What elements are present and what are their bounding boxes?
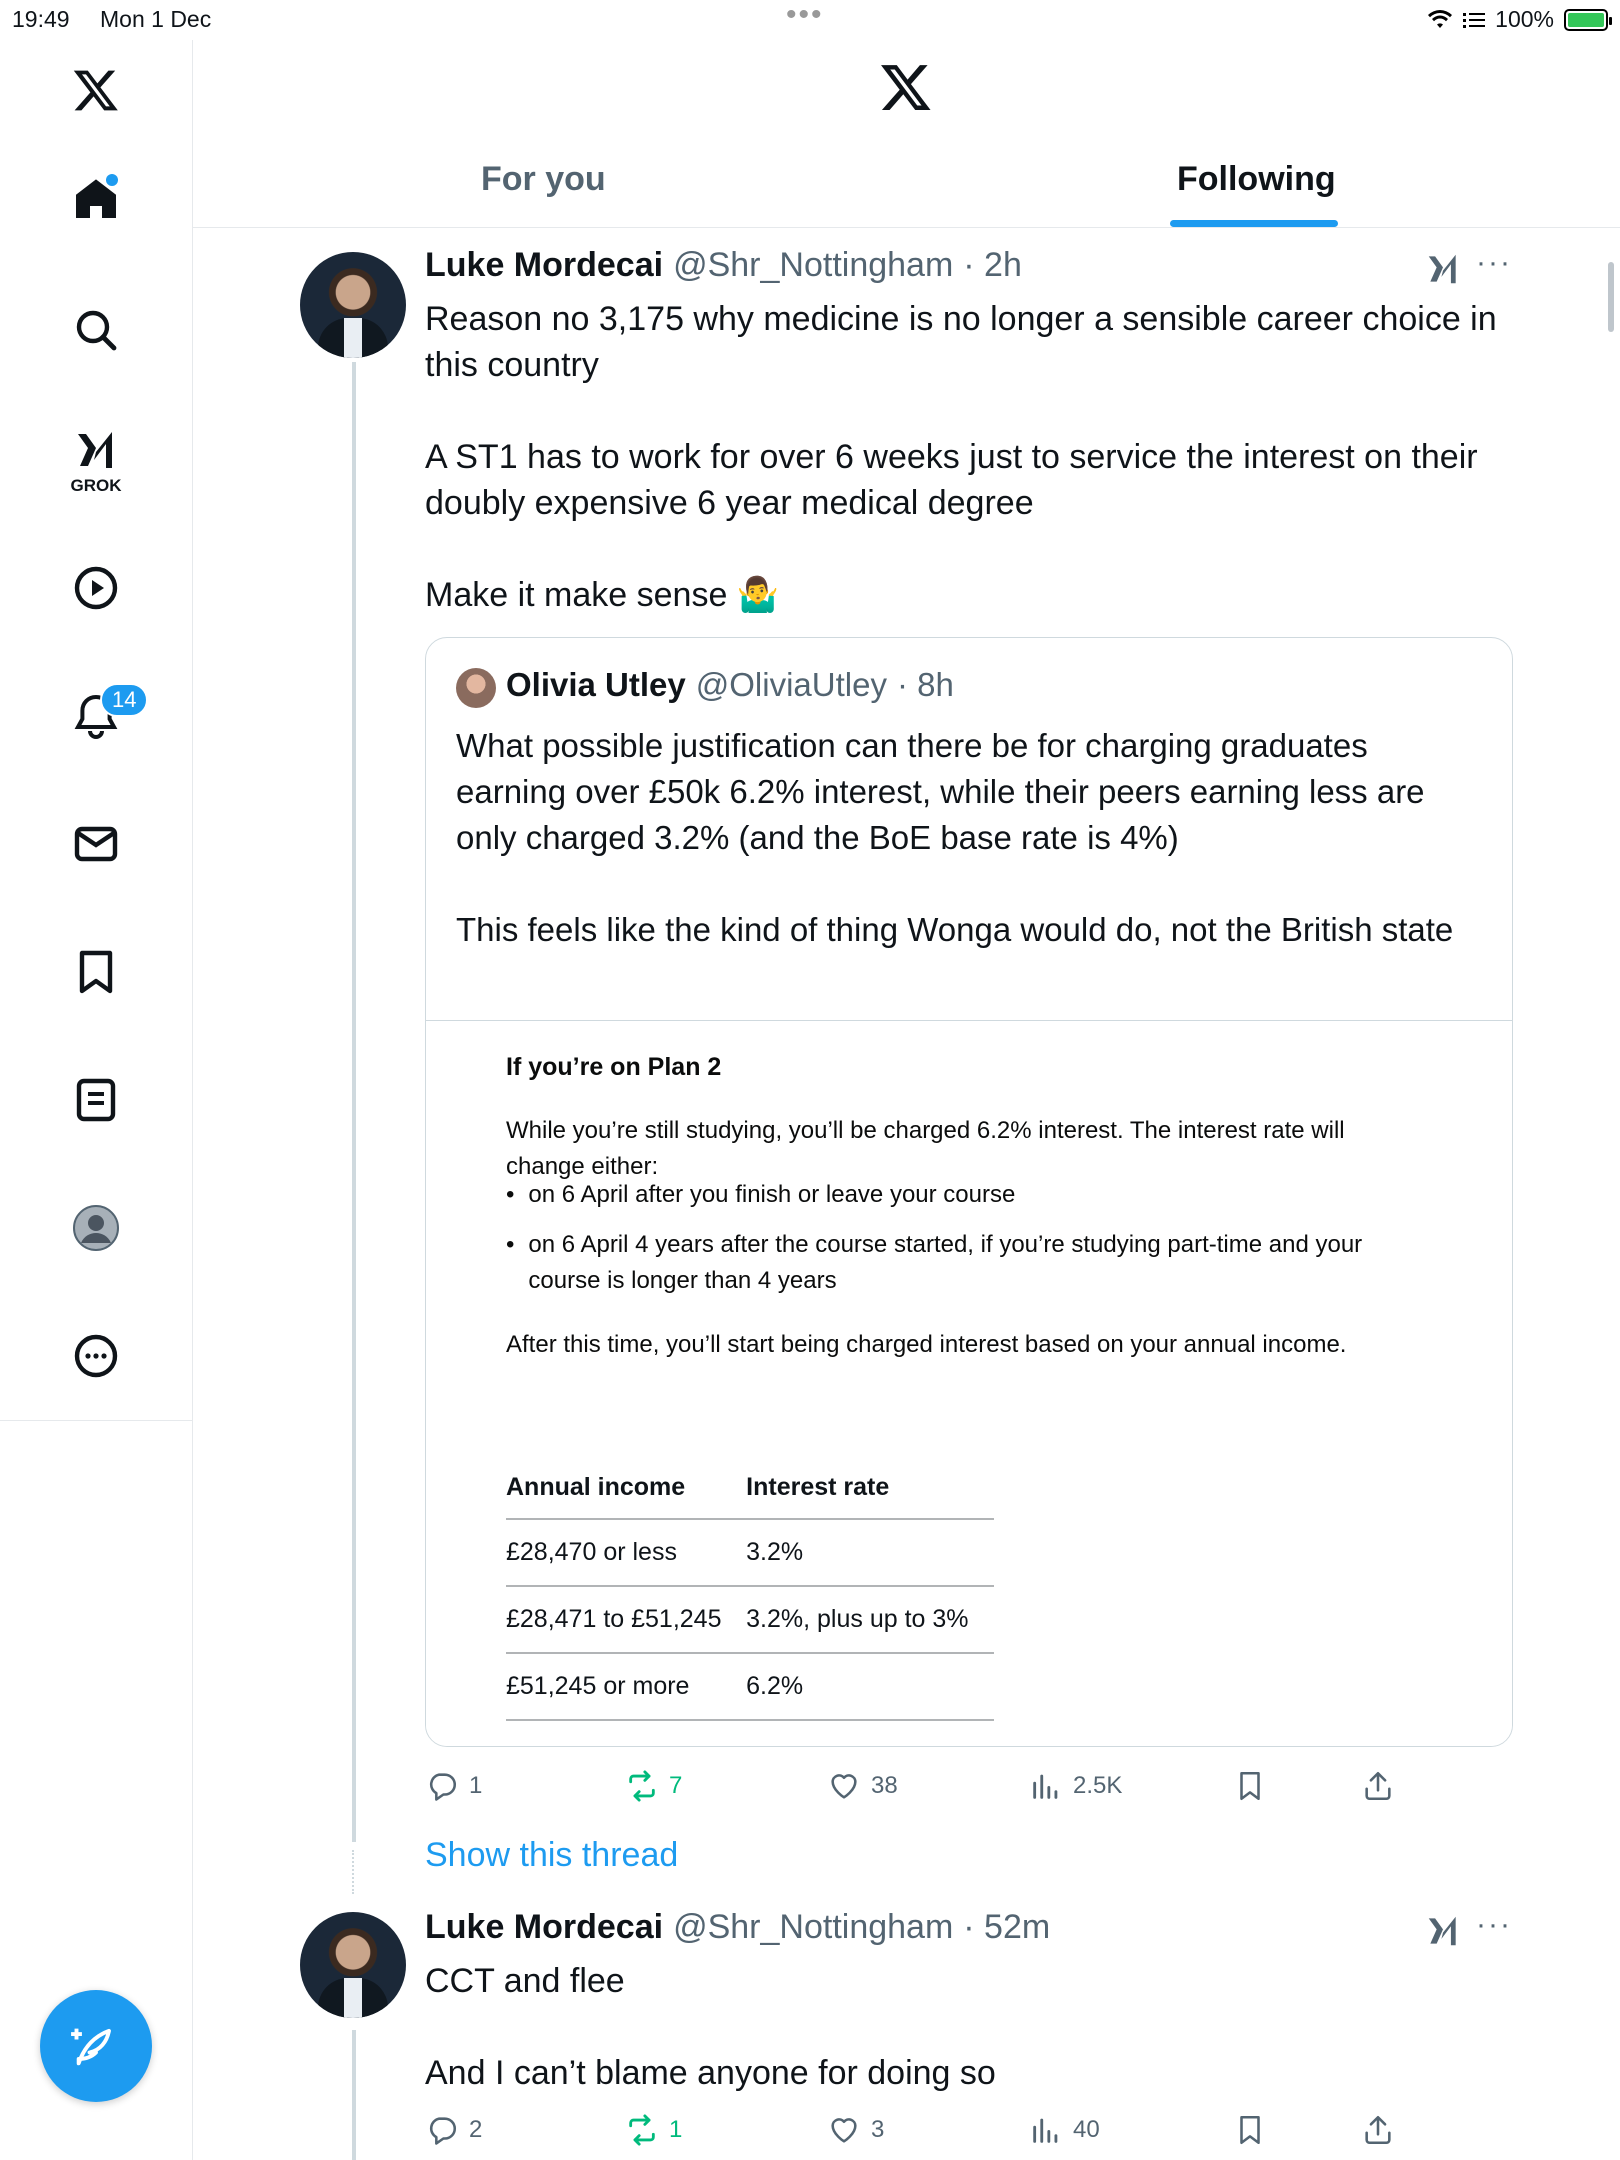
image-bullet: • on 6 April 4 years after the course started, if you’re studying part-time and your course is longer than 4 years bbox=[506, 1227, 1426, 1299]
status-right bbox=[1427, 6, 1608, 33]
image-bullet-text: on 6 April 4 years after the course started, if you’re studying part-time and your course is longer than 4 years bbox=[528, 1231, 1363, 1294]
more-options-icon[interactable] bbox=[56, 1316, 136, 1396]
video-play-icon[interactable] bbox=[56, 548, 136, 628]
share-icon bbox=[1361, 1769, 1395, 1803]
image-heading: If you’re on Plan 2 bbox=[506, 1053, 722, 1081]
table-cell: 3.2%, plus up to 3% bbox=[746, 1586, 994, 1653]
repost-button[interactable] bbox=[625, 2113, 682, 2147]
tweet-time[interactable]: · 52m bbox=[963, 1908, 1051, 1946]
quote-time: · 8h bbox=[896, 666, 954, 703]
views-button[interactable] bbox=[1029, 1769, 1122, 1803]
image-bullet-text: on 6 April after you finish or leave your course bbox=[528, 1181, 1016, 1208]
quote-author-name: Olivia Utley bbox=[506, 666, 686, 703]
quote-header bbox=[506, 666, 954, 704]
repost-icon bbox=[625, 1769, 659, 1803]
share-button[interactable] bbox=[1361, 1769, 1395, 1803]
tweet-paragraph: CCT and flee bbox=[425, 1962, 625, 2000]
reply-icon bbox=[425, 1769, 459, 1803]
interest-rate-table bbox=[506, 1461, 994, 1721]
thread-line bbox=[352, 2030, 356, 2160]
thread-line bbox=[352, 362, 356, 1842]
tweet-actions bbox=[425, 2110, 1485, 2150]
image-intro: While you’re still studying, you’ll be charged 6.2% interest. The interest rate will change either: bbox=[506, 1117, 1345, 1180]
bookmark-button[interactable] bbox=[1233, 1769, 1267, 1803]
tweet-body bbox=[425, 1958, 1505, 2096]
bookmark-button[interactable] bbox=[1233, 2113, 1267, 2147]
tweet-header bbox=[425, 1908, 1050, 1947]
like-heart-icon bbox=[827, 1769, 861, 1803]
home-icon[interactable] bbox=[56, 160, 136, 240]
reply-button[interactable] bbox=[425, 2113, 482, 2147]
status-time: 19:49 bbox=[12, 6, 70, 32]
table-cell: £28,470 or less bbox=[506, 1519, 746, 1586]
multitasking-dots-icon[interactable]: ••• bbox=[786, 0, 824, 31]
quote-paragraph: This feels like the kind of thing Wonga would do, not the British state bbox=[456, 911, 1454, 948]
quote-avatar[interactable] bbox=[456, 668, 496, 708]
status-bar bbox=[0, 0, 1620, 40]
repost-count: 7 bbox=[669, 1772, 683, 1799]
grok-tweet-icon[interactable] bbox=[1424, 1912, 1462, 1950]
sidebar-divider bbox=[0, 1420, 193, 1421]
reply-button[interactable] bbox=[425, 1769, 482, 1803]
wifi-icon bbox=[1427, 10, 1453, 30]
tweet-body bbox=[425, 296, 1505, 618]
home-unread-dot bbox=[106, 174, 118, 186]
table-cell: 6.2% bbox=[746, 1653, 994, 1720]
tweet-actions bbox=[425, 1766, 1485, 1806]
table-cell: £51,245 or more bbox=[506, 1653, 746, 1720]
like-count: 3 bbox=[871, 2116, 885, 2143]
like-button[interactable] bbox=[827, 2113, 884, 2147]
table-row bbox=[506, 1653, 994, 1720]
tweet-paragraph: And I can’t blame anyone for doing so bbox=[425, 2054, 996, 2092]
notifications-badge: 14 bbox=[100, 683, 148, 717]
author-handle[interactable]: @Shr_Nottingham bbox=[673, 1908, 954, 1946]
views-chart-icon bbox=[1029, 1769, 1063, 1803]
grok-label: GROK bbox=[70, 476, 122, 495]
author-name[interactable]: Luke Mordecai bbox=[425, 246, 664, 284]
share-icon bbox=[1361, 2113, 1395, 2147]
repost-icon bbox=[625, 2113, 659, 2147]
avatar[interactable] bbox=[300, 1912, 406, 2018]
tweet-time[interactable]: · 2h bbox=[963, 246, 1022, 284]
top-bar bbox=[193, 40, 1620, 228]
thread-gap-line bbox=[352, 1850, 356, 1894]
quote-author-handle: @OliviaUtley bbox=[695, 666, 887, 703]
reply-count: 1 bbox=[469, 1772, 483, 1799]
table-cell: 3.2% bbox=[746, 1519, 994, 1586]
tab-following[interactable]: Following bbox=[1177, 160, 1336, 198]
reply-icon bbox=[425, 2113, 459, 2147]
profile-avatar-icon[interactable] bbox=[56, 1188, 136, 1268]
active-tab-indicator bbox=[1170, 220, 1338, 227]
like-heart-icon bbox=[827, 2113, 861, 2147]
search-icon[interactable] bbox=[56, 290, 136, 370]
quote-paragraph: What possible justification can there be for charging graduates earning over £50k 6.2% interest, while their peers earning less are only charged 3.2% (and the BoE base rate is 4%) bbox=[456, 727, 1425, 856]
image-after-text: After this time, you’ll start being charged interest based on your annual income. bbox=[506, 1331, 1347, 1358]
bookmark-icon bbox=[1233, 1769, 1267, 1803]
table-header: Interest rate bbox=[746, 1461, 994, 1519]
scrollbar[interactable] bbox=[1608, 262, 1614, 332]
x-header-logo-icon bbox=[879, 60, 933, 114]
views-button[interactable] bbox=[1029, 2113, 1100, 2147]
tweet-paragraph: Reason no 3,175 why medicine is no longer a sensible career choice in this country bbox=[425, 300, 1497, 384]
tab-for-you[interactable]: For you bbox=[481, 160, 606, 198]
quote-image[interactable] bbox=[426, 1020, 1513, 1747]
show-thread-link[interactable]: Show this thread bbox=[425, 1836, 679, 1874]
table-row bbox=[506, 1519, 994, 1586]
view-count: 2.5K bbox=[1073, 1772, 1123, 1799]
tweet-header bbox=[425, 246, 1022, 285]
quote-tweet[interactable] bbox=[425, 637, 1513, 1747]
share-button[interactable] bbox=[1361, 2113, 1395, 2147]
views-chart-icon bbox=[1029, 2113, 1063, 2147]
battery-icon bbox=[1564, 9, 1608, 31]
status-date: Mon 1 Dec bbox=[100, 6, 212, 32]
bookmark-icon bbox=[1233, 2113, 1267, 2147]
quote-body bbox=[456, 723, 1486, 953]
view-count: 40 bbox=[1073, 2116, 1100, 2143]
repost-count: 1 bbox=[669, 2116, 683, 2143]
messages-envelope-icon[interactable] bbox=[56, 804, 136, 884]
repost-button[interactable] bbox=[625, 1769, 682, 1803]
tweet-paragraph: Make it make sense 🤷‍♂️ bbox=[425, 576, 780, 614]
bookmarks-icon[interactable] bbox=[56, 932, 136, 1012]
tweet-more-icon[interactable]: ··· bbox=[1476, 246, 1512, 279]
list-icon bbox=[1463, 11, 1485, 29]
tweet-paragraph: A ST1 has to work for over 6 weeks just to service the interest on their doubly expensive 6 year medical degree bbox=[425, 438, 1478, 522]
table-header: Annual income bbox=[506, 1461, 746, 1519]
reply-count: 2 bbox=[469, 2116, 483, 2143]
avatar[interactable] bbox=[300, 252, 406, 358]
grok-tweet-icon[interactable] bbox=[1424, 250, 1462, 288]
image-bullet: • on 6 April after you finish or leave your course bbox=[506, 1177, 1426, 1213]
table-cell: £28,471 to £51,245 bbox=[506, 1586, 746, 1653]
x-logo-icon[interactable] bbox=[56, 50, 136, 130]
compose-feather-icon bbox=[70, 2020, 122, 2072]
lists-icon[interactable] bbox=[56, 1060, 136, 1140]
author-name[interactable]: Luke Mordecai bbox=[425, 1908, 664, 1946]
compose-post-button[interactable] bbox=[40, 1990, 152, 2102]
tweet-more-icon[interactable]: ··· bbox=[1476, 1908, 1512, 1941]
table-row bbox=[506, 1586, 994, 1653]
like-button[interactable] bbox=[827, 1769, 898, 1803]
author-handle[interactable]: @Shr_Nottingham bbox=[673, 246, 954, 284]
battery-percent: 100% bbox=[1495, 6, 1554, 32]
like-count: 38 bbox=[871, 1772, 898, 1799]
